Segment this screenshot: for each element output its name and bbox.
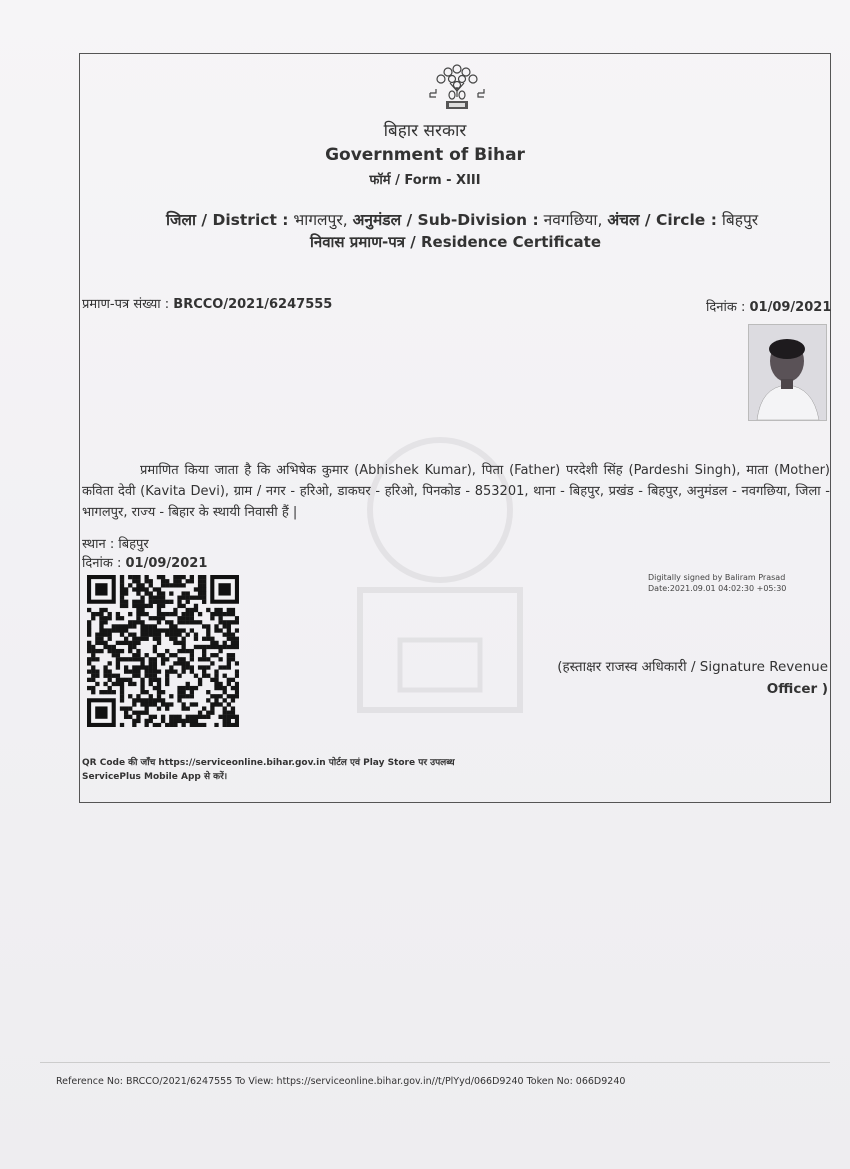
district-label: जिला / District :	[166, 211, 289, 229]
footer-date-value: 01/09/2021	[125, 556, 208, 571]
certificate-body	[82, 460, 830, 523]
issue-date-value: 01/09/2021	[749, 300, 832, 315]
certificate-number-value: BRCCO/2021/6247555	[173, 297, 333, 312]
place-value: बिहपुर	[118, 537, 149, 552]
issue-date-label: दिनांक :	[706, 300, 746, 315]
circle-value: बिहपुर	[721, 211, 759, 229]
hindi-government-title: बिहार सरकार	[383, 121, 467, 141]
bihar-emblem-icon	[426, 57, 488, 113]
signature-label	[534, 656, 828, 700]
form-number: फॉर्म / Form - XIII	[369, 173, 481, 188]
place-label: स्थान :	[82, 537, 115, 552]
district-value: भागलपुर,	[293, 211, 348, 229]
qr-code-icon[interactable]	[87, 575, 239, 727]
qr-note-line2: ServicePlus Mobile App से करें।	[82, 772, 228, 782]
footer-divider	[40, 1062, 830, 1063]
circle-label: अंचल / Circle :	[607, 211, 717, 229]
subdivision-label: अनुमंडल / Sub-Division :	[352, 211, 539, 229]
applicant-photo	[748, 324, 827, 421]
government-title: Government of Bihar	[325, 145, 525, 165]
certificate-statement: प्रमाणित किया जाता है कि अभिषेक कुमार (Abhishek Kumar), पिता (Father) परदेशी सिंह (Pardeshi Singh), माता (Mother) कविता देवी (Kavita Devi), ग्राम / नगर - हरिओ, डाकघर - हरिओ, पिनकोड - 853201, थाना - बिहपुर, प्रखंड - बिहपुर, अनुमंडल - नवगछिया, जिला - भागलपुर, राज्य - बिहार के स्थायी निवासी हैं |	[82, 463, 830, 520]
certificate-number-label: प्रमाण-पत्र संख्या :	[82, 297, 170, 312]
footer-date-label: दिनांक :	[82, 556, 122, 571]
issue-date	[706, 297, 831, 315]
place	[82, 534, 149, 552]
footer-date	[82, 553, 207, 571]
signature-label-line1: (हस्ताक्षर राजस्व अधिकारी / Signature Revenue	[557, 659, 828, 675]
certificate-title: निवास प्रमाण-पत्र / Residence Certificate	[310, 233, 602, 251]
reference-line: Reference No: BRCCO/2021/6247555 To View: https://serviceonline.bihar.gov.in//t/PlYyd/066D9240 Token No: 066D9240	[56, 1076, 626, 1087]
qr-verification-note	[82, 756, 502, 784]
certificate-number	[82, 294, 332, 312]
subdivision-value: नवगछिया,	[543, 211, 603, 229]
qr-note-line1: QR Code की जाँच https://serviceonline.bihar.gov.in पोर्टल एवं Play Store पर उपलब्ध	[82, 758, 455, 768]
signature-label-line2: Officer )	[766, 681, 828, 697]
digital-signature-date: Date:2021.09.01 04:02:30 +05:30	[648, 584, 787, 593]
digital-signature	[648, 572, 786, 594]
digital-signature-signer: Digitally signed by Baliram Prasad	[648, 573, 786, 582]
district-line	[166, 208, 758, 230]
